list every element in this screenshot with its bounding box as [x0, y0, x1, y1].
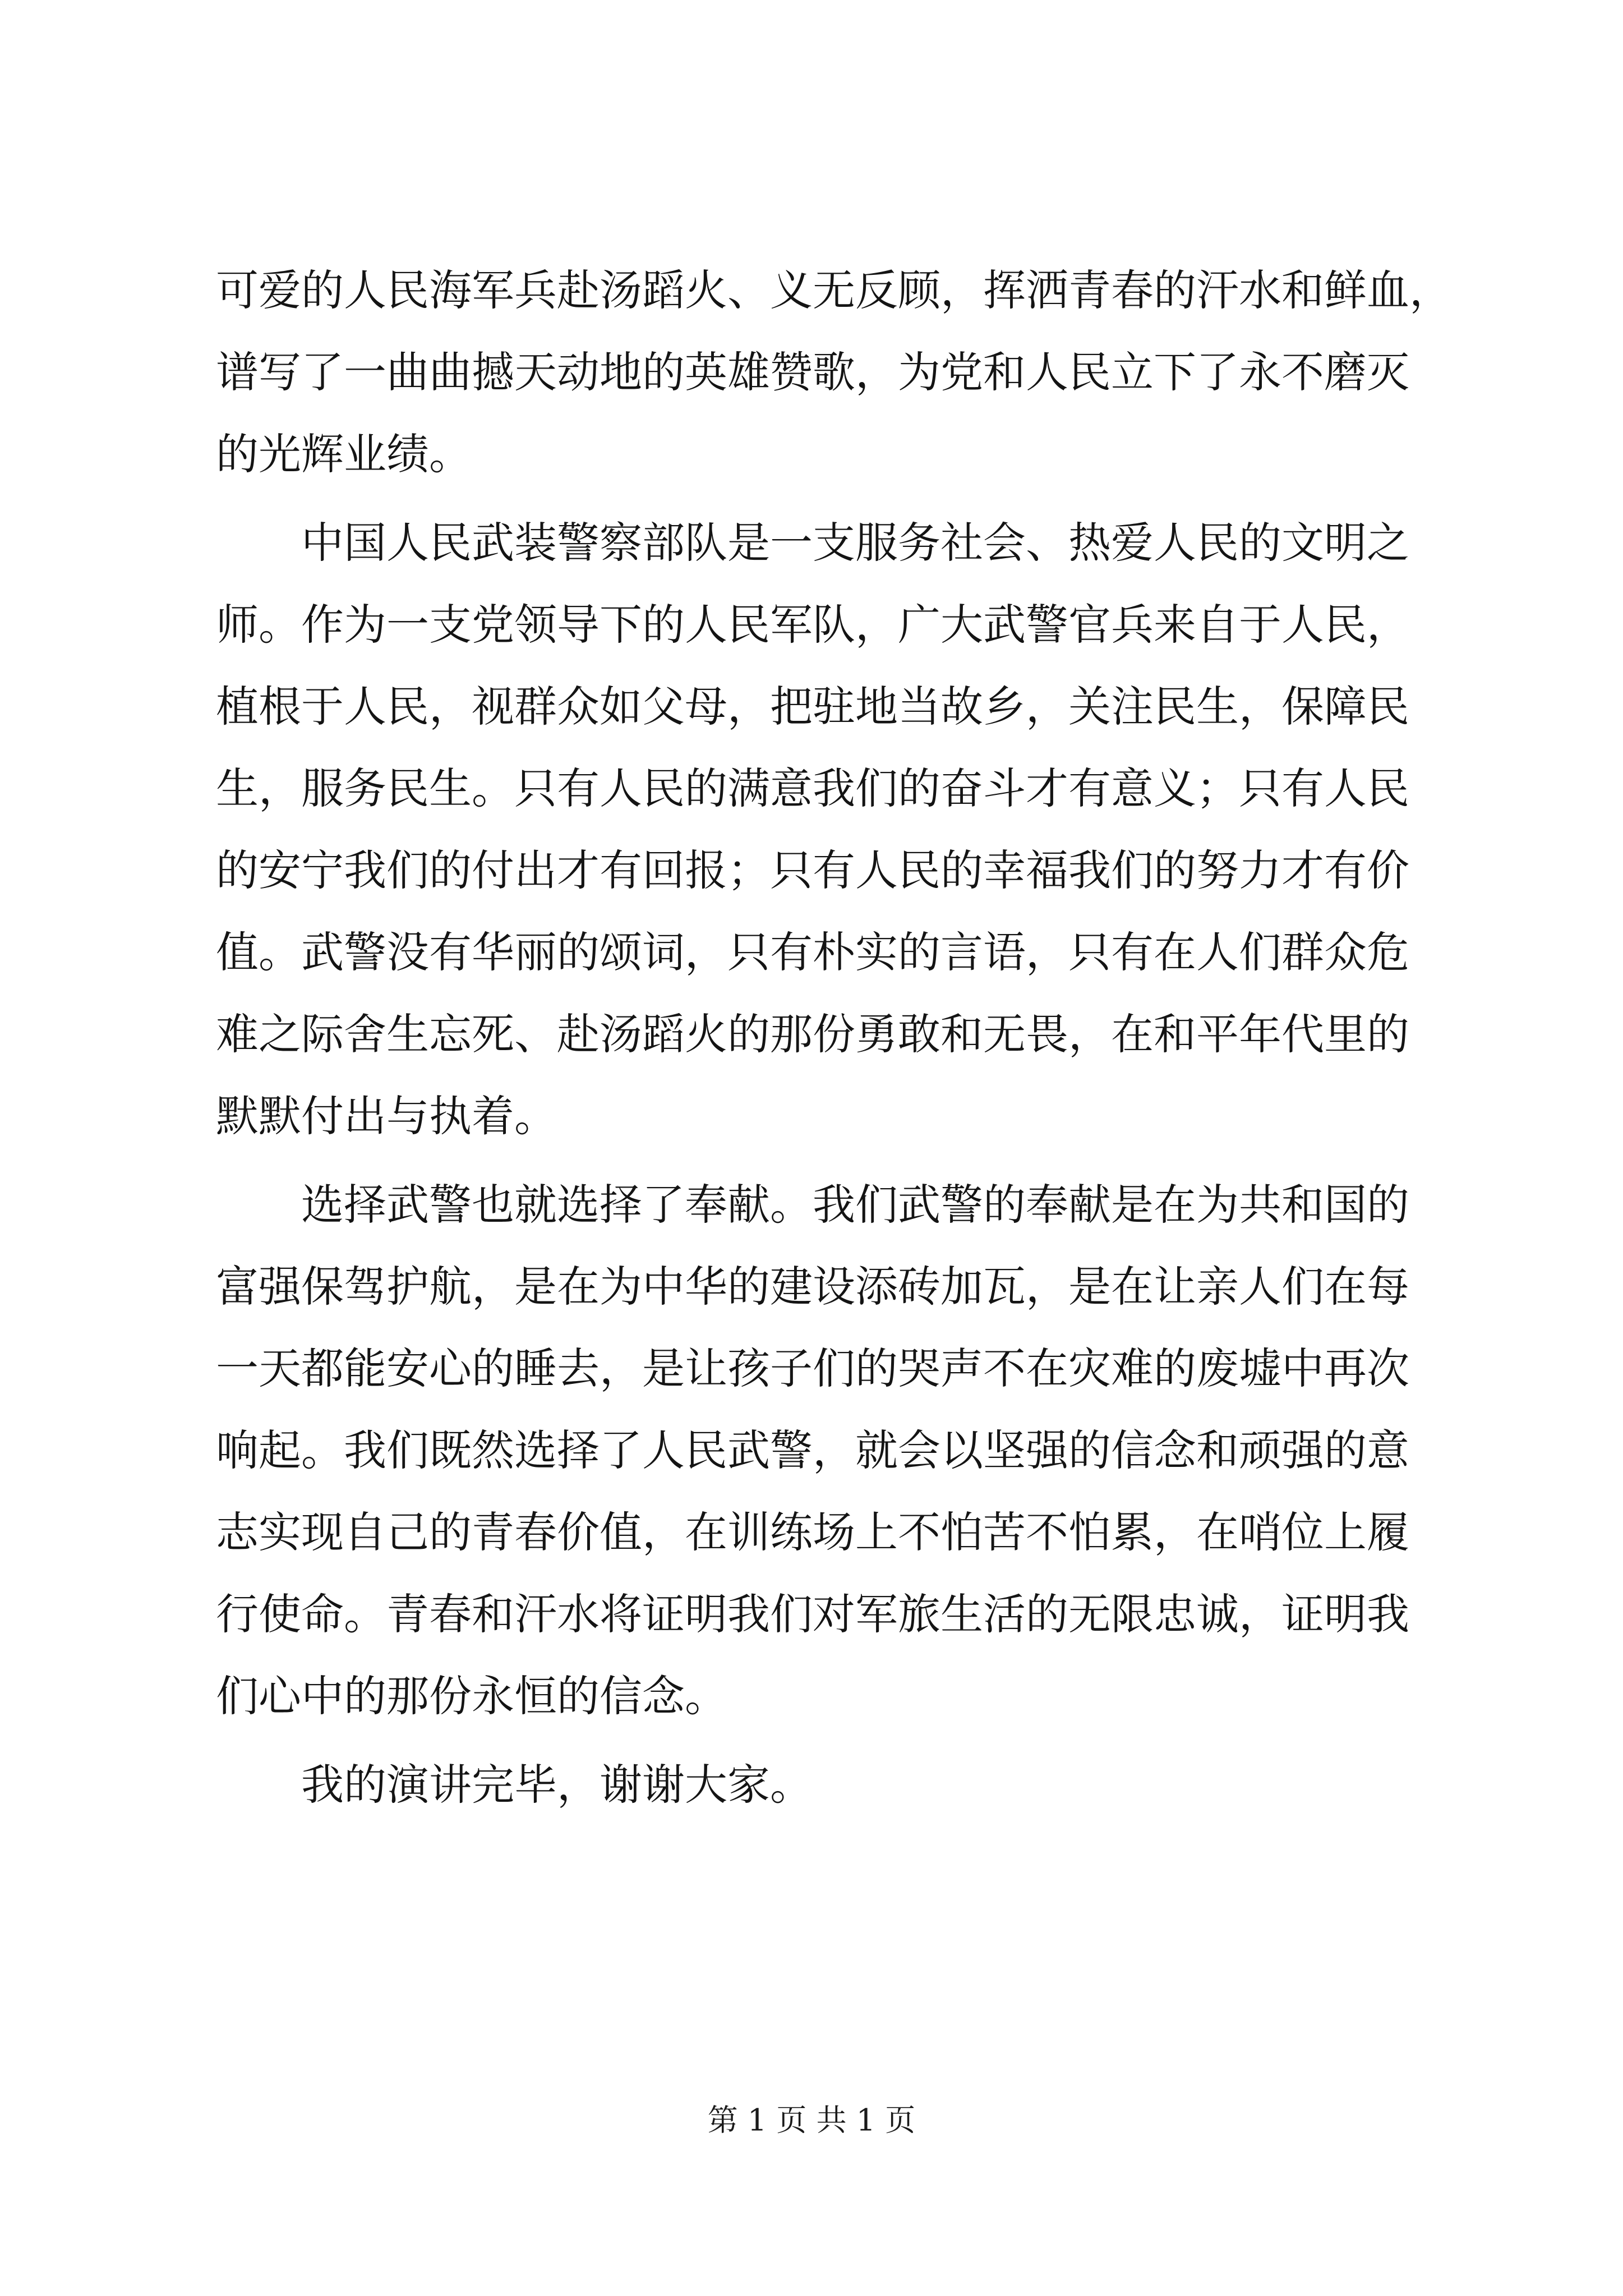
paragraph [216, 1164, 1408, 1737]
text-line: 一天都能安心的睡去，是让孩子们的哭声不在灾难的废墟中再次 [216, 1343, 1409, 1393]
text-line: 们心中的那份永恒的信念。 [216, 1671, 727, 1721]
paragraph [216, 250, 1452, 495]
text-line: 师。作为一支党领导下的人民军队，广大武警官兵来自于人民， [216, 600, 1409, 650]
paragraph [216, 1744, 1408, 1826]
text-line: 志实现自己的青春价值，在训练场上不怕苦不怕累，在哨位上履 [216, 1507, 1409, 1557]
text-line: 可爱的人民海军兵赴汤蹈火、义无反顾，挥洒青春的汗水和鲜血， [216, 265, 1452, 315]
text-line: 我的演讲完毕，谢谢大家。 [216, 1760, 813, 1810]
text-line: 选择武警也就选择了奉献。我们武警的奉献是在为共和国的 [216, 1180, 1409, 1230]
text-line: 响起。我们既然选择了人民武警，就会以坚强的信念和顽强的意 [216, 1425, 1409, 1475]
text-line: 的安宁我们的付出才有回报；只有人民的幸福我们的努力才有价 [216, 845, 1409, 895]
document-body [216, 250, 1452, 1826]
paragraph [216, 502, 1408, 1157]
text-line: 默默付出与执着。 [216, 1091, 557, 1141]
text-line: 难之际舍生忘死、赴汤蹈火的那份勇敢和无畏，在和平年代里的 [216, 1009, 1409, 1059]
text-line: 行使命。青春和汗水将证明我们对军旅生活的无限忠诚，证明我 [216, 1589, 1409, 1639]
page-footer: 第 1 页 共 1 页 [707, 2102, 916, 2138]
text-line: 值。武警没有华丽的颂词，只有朴实的言语，只有在人们群众危 [216, 927, 1409, 977]
text-line: 中国人民武装警察部队是一支服务社会、热爱人民的文明之 [216, 518, 1409, 568]
text-line: 生，服务民生。只有人民的满意我们的奋斗才有意义；只有人民 [216, 763, 1409, 813]
text-line: 谱写了一曲曲撼天动地的英雄赞歌，为党和人民立下了永不磨灭 [216, 347, 1409, 397]
text-line: 植根于人民，视群众如父母，把驻地当故乡，关注民生，保障民 [216, 682, 1409, 731]
text-line: 的光辉业绩。 [216, 429, 472, 479]
text-line: 富强保驾护航，是在为中华的建设添砖加瓦，是在让亲人们在每 [216, 1262, 1409, 1312]
